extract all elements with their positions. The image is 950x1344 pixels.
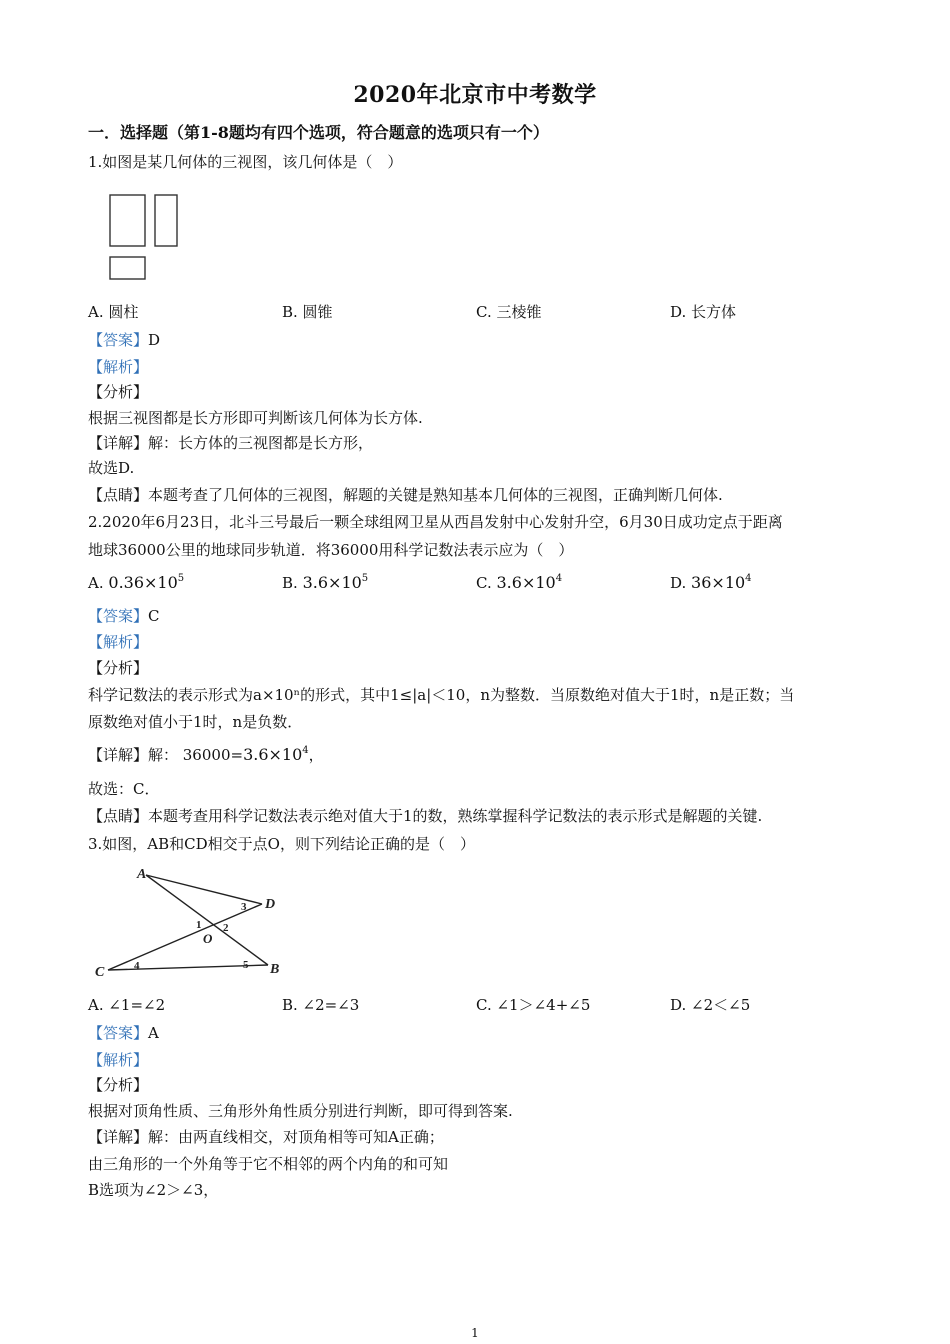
q2-fenxi-line2: 原数绝对值小于1时，n是负数． bbox=[88, 713, 303, 731]
angle-4: 4 bbox=[134, 960, 140, 972]
q1-option-d: D. 长方体 bbox=[670, 303, 737, 321]
q3-option-c: C. ∠1＞∠4+∠5 bbox=[476, 996, 591, 1014]
label-c: C bbox=[95, 965, 105, 980]
q3-detail-line3: B选项为∠2＞∠3， bbox=[88, 1181, 219, 1199]
q2-stem-line2: 地球36000公里的地球同步轨道．将36000用科学记数法表示应为（ ） bbox=[88, 541, 574, 559]
q2-option-b: B. $3.6\times 10^5$ bbox=[282, 573, 369, 592]
page-number: 1 bbox=[471, 1326, 479, 1340]
q2-option-a: A. $0.36\times 10^5$ bbox=[88, 573, 185, 592]
q1-fenxi-tag: 【分析】 bbox=[88, 383, 149, 401]
q2-option-c: C. $3.6\times 10^4$ bbox=[476, 573, 563, 592]
segment-ad bbox=[146, 875, 262, 904]
q1-comment: 【点睛】本题考查了几何体的三视图，解题的关键是熟知基本几何体的三视图，正确判断几何体. bbox=[88, 486, 723, 504]
q3-fenxi-tag: 【分析】 bbox=[88, 1076, 149, 1094]
q3-stem: 3.如图，AB和CD相交于点O，则下列结论正确的是（ ） bbox=[88, 835, 475, 853]
q1-conclusion: 故选D. bbox=[88, 459, 135, 477]
q1-option-b: B. 圆锥 bbox=[282, 303, 333, 321]
angle-2: 2 bbox=[223, 922, 229, 934]
q1-option-a: A. 圆柱 bbox=[88, 303, 139, 321]
q1-answer bbox=[88, 330, 160, 350]
q2-option-d: D. $36\times 10^4$ bbox=[670, 573, 752, 592]
answer-tag: 【答案】 bbox=[88, 331, 149, 349]
q1-three-view-figure bbox=[108, 193, 180, 283]
angle-5: 5 bbox=[243, 959, 249, 971]
angle-1: 1 bbox=[196, 919, 202, 931]
q3-detail-line1: 【详解】解：由两直线相交，对顶角相等可知A正确； bbox=[88, 1128, 444, 1146]
q3-fenxi-text: 根据对顶角性质、三角形外角性质分别进行判断，即可得到答案. bbox=[88, 1102, 513, 1120]
label-a: A bbox=[137, 867, 147, 882]
q2-analysis-tag: 【解析】 bbox=[88, 633, 149, 651]
q1-option-c: C. 三棱锥 bbox=[476, 303, 542, 321]
q1-fenxi-text: 根据三视图都是长方形即可判断该几何体为长方体. bbox=[88, 409, 423, 427]
q3-option-b: B. ∠2=∠3 bbox=[282, 996, 360, 1014]
q1-detail: 【详解】解：长方体的三视图都是长方形， bbox=[88, 434, 374, 452]
segment-ab bbox=[146, 875, 268, 965]
q3-option-d: D. ∠2＜∠5 bbox=[670, 996, 751, 1014]
q3-detail-line2: 由三角形的一个外角等于它不相邻的两个内角的和可知 bbox=[88, 1155, 449, 1173]
q3-answer: 【答案】A bbox=[88, 1024, 159, 1042]
segment-cd bbox=[108, 904, 262, 970]
q1-stem: 1.如图是某几何体的三视图，该几何体是（ ） bbox=[88, 153, 403, 171]
angle-3: 3 bbox=[241, 901, 247, 913]
q3-analysis-tag: 【解析】 bbox=[88, 1051, 149, 1069]
q1-analysis-tag: 【解析】 bbox=[88, 358, 149, 376]
q2-fenxi-line1: 科学记数法的表示形式为a×10ⁿ的形式，其中1≤|a|＜10，n为整数．当原数绝对值大于1时，n是正数；当 bbox=[88, 686, 795, 704]
q2-answer: 【答案】C bbox=[88, 607, 160, 625]
q3-intersecting-lines-figure bbox=[88, 862, 288, 980]
section-heading: 一．选择题（第1-8题均有四个选项，符合题意的选项只有一个） bbox=[88, 123, 549, 142]
label-o: O bbox=[203, 931, 213, 946]
label-b: B bbox=[270, 962, 280, 977]
top-view-rect bbox=[110, 257, 145, 279]
q2-fenxi-tag: 【分析】 bbox=[88, 659, 149, 677]
q2-detail: 【详解】解： $36000=3.6\times 10^4$， bbox=[88, 745, 324, 764]
q2-comment: 【点睛】本题考查用科学记数法表示绝对值大于1的数，熟练掌握科学记数法的表示形式是解题的关键. bbox=[88, 807, 763, 825]
page-title: 2020年北京市中考数学 bbox=[353, 82, 597, 108]
front-view-rect bbox=[110, 195, 145, 246]
side-view-rect bbox=[155, 195, 177, 246]
label-d: D bbox=[265, 897, 276, 912]
q2-stem-line1: 2.2020年6月23日，北斗三号最后一颗全球组网卫星从西昌发射中心发射升空，6月30日成功定点于距离 bbox=[88, 513, 783, 531]
answer-value: D bbox=[148, 331, 161, 349]
q3-option-a: A. ∠1=∠2 bbox=[88, 996, 166, 1014]
q2-conclusion: 故选：C． bbox=[88, 780, 160, 798]
